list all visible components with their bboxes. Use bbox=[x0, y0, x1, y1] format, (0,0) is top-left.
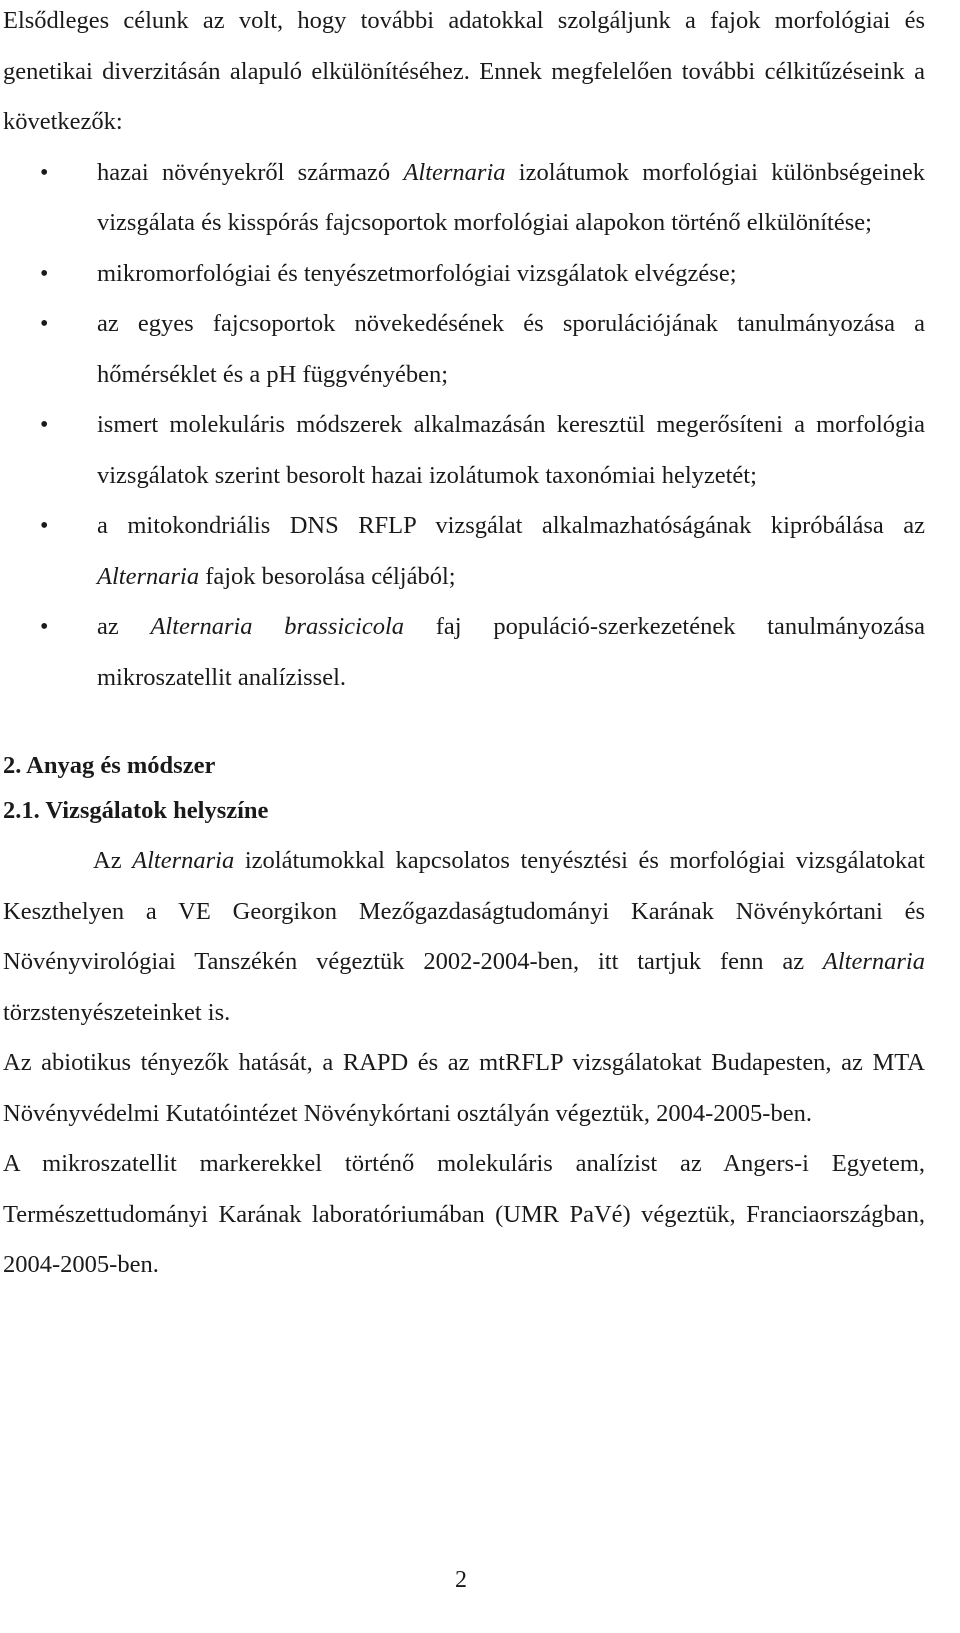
text-run: izolátumokkal kapcsolatos tenyésztési és morfológiai vizsgálatokat Keszthelyen a VE Georgikon Mezőgazdaságtudományi Karának Növénykórtani és Növényvirológiai Tanszékén végeztük 2002-2004-ben, itt tartjuk fenn az bbox=[3, 847, 925, 975]
goal-list-item bbox=[3, 299, 925, 400]
goal-text bbox=[97, 159, 925, 237]
text-run: A mikroszatellit markerekkel történő molekuláris analízist az Angers-i Egyetem, Természettudományi Karának laboratóriumában (UMR PaVé) végeztük, Franciaországban, 2004-2005-ben. bbox=[3, 1150, 925, 1278]
text-run: a mitokondriális DNS RFLP vizsgálat alkalmazhatóságának kipróbálása az bbox=[97, 512, 925, 539]
goal-list-item bbox=[3, 501, 925, 602]
text-run: faj populáció-szerkezetének tanulmányozása mikroszatellit analízissel. bbox=[97, 613, 926, 691]
document-page bbox=[3, 0, 925, 1291]
italic-text: Alternaria brassicicola bbox=[150, 613, 405, 640]
bullet-icon: • bbox=[40, 614, 49, 640]
text-run: mikromorfológiai és tenyészetmorfológiai vizsgálatok elvégzése; bbox=[97, 259, 737, 287]
text-run: az bbox=[97, 613, 151, 640]
intro-paragraph: Elsődleges célunk az volt, hogy további adatokkal szolgáljunk a fajok morfológiai és genetikai diverzitásán alapuló elkülönítéséhez. Ennek megfelelően további célkitűzéseink a következők: bbox=[3, 7, 925, 135]
bullet-icon: • bbox=[40, 311, 49, 337]
text-run: Az abiotikus tényezők hatását, a RAPD és az mtRFLP vizsgálatokat Budapesten, az MTA Növényvédelmi Kutatóintézet Növénykórtani osztályán végeztük, 2004-2005-ben. bbox=[3, 1049, 925, 1127]
body-paragraph bbox=[3, 1038, 925, 1139]
italic-text: Alternaria bbox=[403, 158, 506, 186]
body-paragraph bbox=[3, 1139, 925, 1291]
text-run: izolátumok morfológiai különbségeinek vizsgálata és kisspórás fajcsoportok morfológiai alapokon történő elkülönítése; bbox=[97, 158, 925, 236]
text-run: fajok besorolása céljából; bbox=[199, 562, 456, 590]
goal-text bbox=[97, 310, 925, 388]
goal-list-item bbox=[3, 602, 925, 703]
goal-text bbox=[97, 411, 925, 489]
goal-text bbox=[97, 260, 737, 287]
italic-text: Alternaria bbox=[822, 948, 925, 975]
goal-text bbox=[97, 613, 925, 691]
text-run: Az bbox=[93, 847, 133, 874]
text-run: hazai növényekről származó bbox=[97, 158, 404, 186]
text-run: az egyes fajcsoportok növekedésének és sporulációjának tanulmányozása a hőmérséklet és a pH függvényében; bbox=[97, 310, 925, 388]
bullet-icon: • bbox=[40, 159, 49, 186]
body-paragraphs bbox=[3, 836, 925, 1291]
bullet-icon: • bbox=[40, 513, 49, 539]
bullet-icon: • bbox=[40, 260, 49, 287]
body-paragraph bbox=[3, 836, 925, 1038]
page-number: 2 bbox=[455, 1567, 467, 1593]
section-heading: 2. Anyag és módszer bbox=[3, 752, 216, 779]
italic-text: Alternaria bbox=[97, 562, 200, 590]
text-run: törzstenyészeteinket is. bbox=[3, 998, 231, 1026]
goal-list-item bbox=[3, 400, 925, 501]
italic-text: Alternaria bbox=[132, 847, 235, 874]
goal-list-item bbox=[3, 249, 925, 300]
goal-list-item bbox=[3, 148, 925, 249]
goal-text bbox=[97, 512, 925, 590]
goals-list bbox=[3, 148, 925, 704]
subsection-heading: 2.1. Vizsgálatok helyszíne bbox=[3, 796, 269, 824]
text-run: ismert molekuláris módszerek alkalmazásán keresztül megerősíteni a morfológia vizsgálatok szerint besorolt hazai izolátumok taxonómiai helyzetét; bbox=[97, 411, 925, 489]
bullet-icon: • bbox=[40, 412, 49, 438]
